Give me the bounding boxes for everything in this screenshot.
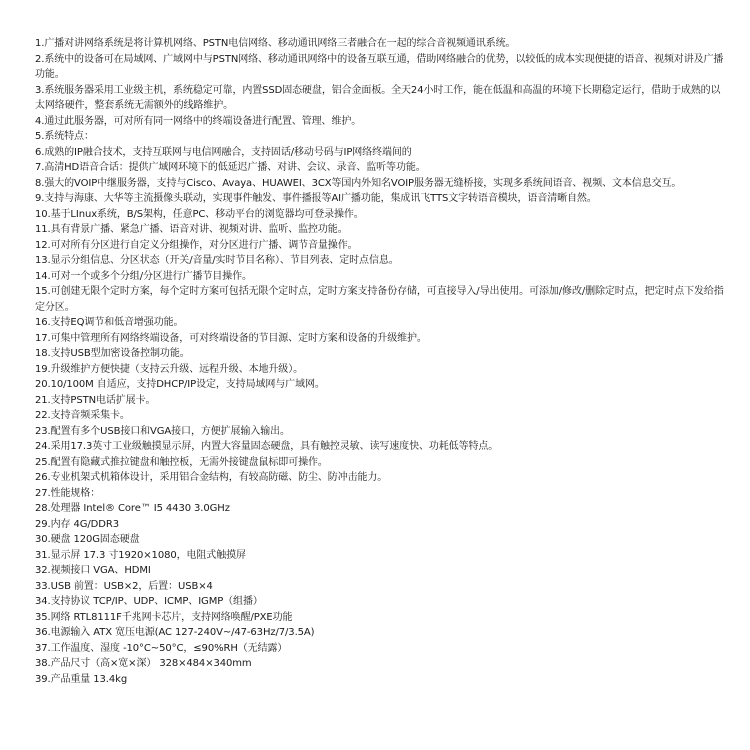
spec-line-19: 19.升级维护方便快捷（支持云升级、远程升级、本地升级）。 xyxy=(35,363,304,375)
spec-line-3: 3.系统服务器采用工业级主机，系统稳定可靠，内置SSD固态硬盘，铝合金面板。全天24小时工作，能在低温和高温的环境下长期稳定运行，借助于成熟的以太网络硬件，整套系统无需额外的线路维护。 xyxy=(35,84,721,111)
spec-line-16: 16.支持EQ调节和低音增强功能。 xyxy=(35,317,184,328)
spec-line-38: 38.产品尺寸（高×宽×深） 328×484×340mm xyxy=(35,658,252,669)
spec-line-9: 9.支持与海康、大华等主流摄像头联动，实现事件触发、事件播报等AI广播功能，集成讯飞TTS文字转语音模块，语音清晰自然。 xyxy=(35,193,597,204)
spec-line-22: 22.支持音频采集卡。 xyxy=(35,410,130,421)
spec-line-29: 29.内存 4G/DDR3 xyxy=(35,518,119,530)
spec-line-33: 33.USB 前置：USB×2，后置：USB×4 xyxy=(35,580,213,592)
spec-line-21: 21.支持PSTN电话扩展卡。 xyxy=(35,394,156,406)
spec-line-2: 2.系统中的设备可在局域网、广域网中与PSTN网络、移动通讯网络中的设备互联互通，借助网络融合的优势，以较低的成本实现便捷的语音、视频对讲及广播功能。 xyxy=(35,53,724,80)
spec-line-14: 14.可对一个或多个分组/分区进行广播节目操作。 xyxy=(35,270,252,282)
spec-line-36: 36.电源输入 ATX 宽压电源(AC 127-240V~/47-63Hz/7/3.5A) xyxy=(35,627,315,638)
spec-line-37: 37.工作温度、湿度 -10°C~50°C，≤90%RH（无结露） xyxy=(35,642,288,654)
spec-line-23: 23.配置有多个USB接口和VGA接口，方便扩展输入输出。 xyxy=(35,425,290,437)
spec-line-31: 31.显示屏 17.3 寸1920×1080，电阻式触摸屏 xyxy=(35,549,246,561)
spec-line-10: 10.基于LInux系统，B/S架构，任意PC、移动平台的浏览器均可登录操作。 xyxy=(35,208,364,220)
spec-line-26: 26.专业机架式机箱体设计，采用铝合金结构，有较高防磁、防尘、防冲击能力。 xyxy=(35,472,388,483)
spec-line-34: 34.支持协议 TCP/IP、UDP、ICMP、IGMP（组播） xyxy=(35,596,263,607)
spec-line-15: 15.可创建无限个定时方案，每个定时方案可包括无限个定时点，定时方案支持备份存储，可直接导入/导出使用。可添加/修改/删除定时点，把定时点下发给指定分区。 xyxy=(35,286,724,313)
spec-line-18: 18.支持USB型加密设备控制功能。 xyxy=(35,348,190,359)
spec-line-30: 30.硬盘 120G固态硬盘 xyxy=(35,534,140,545)
spec-line-7: 7.高清HD语音合话：提供广域网环境下的低延迟广播、对讲、会议、录音、监听等功能。 xyxy=(35,162,426,173)
spec-line-35: 35.网络 RTL8111F千兆网卡芯片，支持网络唤醒/PXE功能 xyxy=(35,611,293,623)
spec-line-20: 20.10/100M 自适应，支持DHCP/IP设定，支持局域网与广域网。 xyxy=(35,379,325,390)
spec-line-5: 5.系统特点： xyxy=(35,131,94,142)
spec-line-27: 27.性能规格： xyxy=(35,487,101,499)
spec-line-6: 6.成熟的IP融合技术，支持互联网与电信网融合，支持固话/移动号码与IP网络终端间的 xyxy=(35,146,412,158)
spec-line-1: 1.广播对讲网络系统是将计算机网络、PSTN电信网络、移动通讯网络三者融合在一起的综合音视频通讯系统。 xyxy=(35,38,516,49)
spec-line-13: 13.显示分组信息、分区状态（开关/音量/实时节目名称）、节目列表、定时点信息。 xyxy=(35,255,399,266)
spec-line-12: 12.可对所有分区进行自定义分组操作，对分区进行广播、调节音量操作。 xyxy=(35,239,358,251)
spec-list xyxy=(35,36,725,687)
spec-line-24: 24.采用17.3英寸工业级触摸显示屏，内置大容量固态硬盘，具有触控灵敏、读写速度快、功耗低等特点。 xyxy=(35,441,499,452)
spec-line-17: 17.可集中管理所有网络终端设备，可对终端设备的节目源、定时方案和设备的升级维护。 xyxy=(35,332,427,344)
spec-line-11: 11.具有背景广播、紧急广播、语音对讲、视频对讲、监听、监控功能。 xyxy=(35,224,348,235)
spec-line-8: 8.强大的VOIP中继服务器，支持与Cisco、Avaya、HUAWEI、3CX等国内外知名VOIP服务器无缝桥接，实现多系统间语音、视频、文本信息交互。 xyxy=(35,177,682,189)
spec-line-32: 32.视频接口 VGA、HDMI xyxy=(35,565,151,576)
spec-line-28: 28.处理器 Intel® Core™ I5 4430 3.0GHz xyxy=(35,503,230,514)
spec-line-4: 4.通过此服务器，可对所有同一网络中的终端设备进行配置、管理、维护。 xyxy=(35,115,362,127)
spec-line-25: 25.配置有隐藏式推拉键盘和触控板，无需外接键盘鼠标即可操作。 xyxy=(35,456,328,468)
spec-line-39: 39.产品重量 13.4kg xyxy=(35,673,128,685)
